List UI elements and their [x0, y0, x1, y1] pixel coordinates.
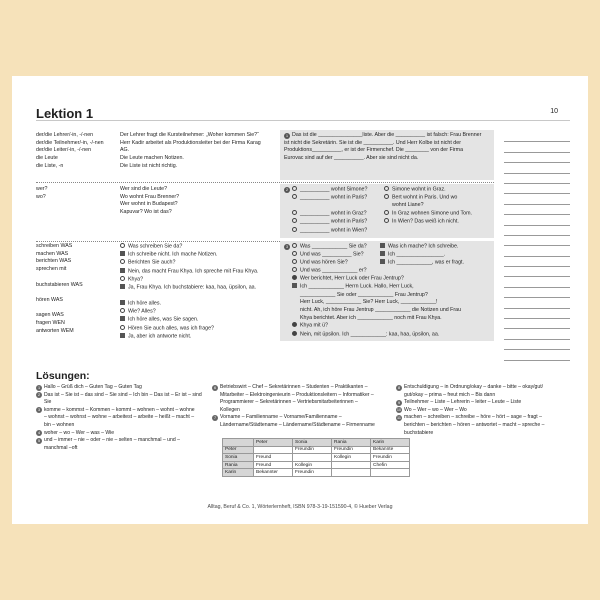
table-cell: Sonia — [293, 439, 332, 447]
table-row — [223, 454, 410, 462]
table-cell: Bekannte — [371, 446, 410, 454]
speaker-square-icon — [380, 243, 385, 248]
table-cell: Peter — [223, 446, 254, 454]
table-cell — [332, 469, 371, 477]
vocab-block-3 — [36, 243, 120, 339]
exercise-line: __________ wohnt in Paris? — [300, 218, 368, 225]
exercise-line: Khya mit ü? — [300, 322, 328, 329]
exercise-line: Eurovac sind auf der __________. Aber sie sind nicht da. — [284, 155, 419, 162]
example-line: Die Leute machen Notizen. — [120, 155, 184, 162]
writing-line[interactable] — [504, 340, 570, 350]
exercise-number-icon: 1 — [37, 385, 41, 390]
writing-line[interactable] — [504, 329, 570, 339]
speaker-square-icon — [120, 333, 125, 338]
vocab-item: berichten WAS — [36, 258, 72, 265]
writing-line[interactable] — [504, 298, 570, 308]
exercise-number-icon: 4 — [37, 431, 41, 436]
example-line: Wer sind die Leute? — [120, 186, 168, 192]
solution-line: Entschuldigung – in Ordnung/okay – danke – bitte – okay/gut/ — [404, 384, 544, 390]
solution-line: machen – schreiben – schreibe – höre – hört – sage – fragt – — [404, 414, 542, 421]
example-line: Ich höre alles, was Sie sagen. — [128, 316, 199, 323]
speaker-bullet-icon — [292, 243, 297, 248]
table-row — [223, 439, 410, 447]
exercise-line: Ich ________________. — [388, 251, 446, 258]
solutions-heading: Lösungen: — [36, 370, 90, 382]
vocab-item: wo? — [36, 193, 46, 200]
writing-line[interactable] — [504, 267, 570, 277]
example-line: Herr Kadir arbeitet als Produktionsleiter bei der Firma Karag — [120, 139, 261, 146]
speaker-square-icon — [292, 283, 297, 288]
example-line: Kapuvar? Wo ist das? — [120, 209, 172, 216]
writing-line[interactable] — [504, 246, 570, 256]
exercise-number-icon: 5 — [37, 438, 41, 443]
solution-line: Wo – Wer – wo – Wer – Wo — [404, 406, 467, 413]
exercise-line: Ich ____________, was er fragt. — [388, 259, 464, 266]
example-block-3 — [120, 243, 280, 339]
vocab-item: der/die Lehrer/-in, -/-nen — [36, 132, 94, 138]
table-cell — [293, 454, 332, 462]
writing-line[interactable] — [504, 319, 570, 329]
example-line: Was schreiben Sie da? — [128, 243, 183, 250]
exercise-block-2 — [280, 184, 494, 238]
vocab-item: antworten WEM — [36, 327, 74, 334]
speaker-square-icon — [120, 284, 125, 289]
table-cell: Freund — [254, 461, 293, 469]
exercise-line: Und was ____________ er? — [300, 267, 367, 274]
exercise-line: Simone wohnt in Graz. — [392, 186, 446, 193]
solutions-column-1 — [36, 384, 202, 452]
example-line: Hören Sie auch alles, was ich frage? — [128, 325, 214, 332]
solution-line: und – immer – nie – oder – nie – selten – manchmal – und – — [44, 437, 180, 444]
exercise-line: Khya berichtet. Aber ich ____________ noch mit Frau Khya. — [300, 314, 442, 321]
example-line: Ja, aber ich antworte nicht. — [128, 333, 192, 339]
speaker-bullet-icon — [292, 259, 297, 264]
speaker-bullet-icon — [120, 325, 125, 330]
speaker-bullet-icon — [292, 194, 297, 199]
vocab-item: hören WAS — [36, 296, 63, 303]
writing-line[interactable] — [504, 194, 570, 204]
page-title: Lektion 1 — [36, 106, 94, 121]
example-line: Die Liste ist nicht richtig. — [120, 162, 178, 169]
exercise-line: __________ wohnt in Paris? — [300, 194, 368, 201]
table-row — [223, 469, 410, 477]
exercise-line: Ich ____________ Herrn Luck. Hallo, Herr Luck, — [300, 283, 414, 290]
writing-lines — [504, 132, 570, 361]
vocab-item: sprechen mit — [36, 266, 67, 273]
speaker-bullet-icon — [292, 322, 297, 327]
vocab-item: der/die Leiter/-in, -/-nen — [36, 147, 92, 154]
table-cell: Bekannter — [254, 469, 293, 477]
table-cell: Sonia — [223, 454, 254, 462]
vocab-item: machen WAS — [36, 250, 69, 257]
example-line: Wer wohnt in Budapest? — [120, 201, 178, 208]
speaker-square-icon — [120, 316, 125, 321]
exercise-line: ist nicht die Sekretärin. Sie ist die __________. Und Herr Kolbe ist nicht der — [284, 139, 461, 146]
page-number: 10 — [550, 108, 558, 115]
vocab-item: sagen WAS — [36, 312, 64, 319]
exercise-line: Und was hören Sie? — [300, 259, 348, 266]
solution-line: Hallo – Grüß dich – Guten Tag – Guten Tag — [44, 384, 142, 390]
speaker-bullet-icon — [292, 210, 297, 215]
exercise-line: wohnt Liane? — [392, 202, 424, 209]
table-cell: Rania — [332, 439, 371, 447]
writing-line[interactable] — [504, 132, 570, 142]
writing-line[interactable] — [504, 215, 570, 225]
table-cell: Kollegin — [293, 461, 332, 469]
table-row — [223, 446, 410, 454]
exercise-line: ____________ Sie oder ____________ Frau Jentrup? — [300, 291, 428, 298]
solution-line: Kollegen — [220, 406, 240, 413]
table-row — [223, 461, 410, 469]
writing-line[interactable] — [504, 205, 570, 215]
exercise-line: __________ wohnt in Wien? — [300, 227, 368, 234]
solutions-column-2 — [212, 384, 375, 430]
example-line: Nein, das macht Frau Khya. Ich spreche mit Frau Khya. — [128, 268, 259, 275]
vocab-item: fragen WEN — [36, 320, 65, 327]
writing-line[interactable] — [504, 153, 570, 163]
example-line: Ich schreibe nicht. Ich mache Notizen. — [128, 251, 218, 258]
audio-track-icon: 3 — [286, 245, 288, 249]
speaker-bullet-icon — [292, 186, 297, 191]
speaker-bullet-icon — [120, 308, 125, 313]
vocab-item: wer? — [36, 186, 48, 192]
solution-line: gut/okay – prima – freut mich – Bis dann — [404, 391, 496, 398]
solution-line: berichten – berichten – hören – antwortet – macht – spreche – — [404, 421, 545, 428]
exercise-line: Wer berichtet, Herr Luck oder Frau Jentrup? — [300, 275, 404, 282]
table-cell: Freundin — [332, 446, 371, 454]
example-line: AG. — [120, 147, 130, 154]
table-cell: Kollegin — [332, 454, 371, 462]
writing-line[interactable] — [504, 184, 570, 194]
audio-track-icon: 1 — [286, 133, 288, 138]
table-cell — [332, 461, 371, 469]
vocab-item: der/die Teilnehmer/-in, -/-nen — [36, 139, 104, 146]
solution-line: buchstabiere — [404, 429, 434, 436]
exercise-number-icon: 11 — [397, 415, 401, 420]
writing-line[interactable] — [504, 236, 570, 246]
exercise-line: Bert wohnt in Paris. Und wo — [392, 194, 458, 201]
speaker-bullet-icon — [292, 227, 297, 232]
writing-line[interactable] — [504, 257, 570, 267]
speaker-bullet-icon — [292, 218, 297, 223]
exercise-line: Produktions__________, er ist der Firmenchef. Die ________ von der Firma — [284, 147, 464, 154]
speaker-bullet-icon — [120, 276, 125, 281]
table-cell — [223, 439, 254, 447]
solution-line: manchmal –oft — [44, 444, 78, 451]
example-block-1 — [120, 132, 280, 178]
exercise-number-icon: 8 — [397, 385, 401, 390]
writing-line[interactable] — [504, 288, 570, 298]
speaker-square-icon — [120, 300, 125, 305]
writing-line[interactable] — [504, 277, 570, 287]
section-divider — [36, 182, 494, 183]
speaker-bullet-icon — [292, 267, 297, 272]
writing-line[interactable] — [504, 142, 570, 152]
example-line: Der Lehrer fragt die Kursteilnehmer: „Woher kommen Sie?“ — [120, 132, 259, 138]
writing-line[interactable] — [504, 309, 570, 319]
exercise-number-icon: 3 — [37, 408, 41, 413]
example-line: Berichten Sie auch? — [128, 259, 176, 266]
solutions-column-3 — [396, 384, 544, 437]
vocab-block-1 — [36, 132, 120, 178]
vocab-item: buchstabieren WAS — [36, 281, 83, 288]
speaker-bullet-icon — [120, 259, 125, 264]
vocab-item: schreiben WAS — [36, 243, 73, 249]
table-cell: Peter — [254, 439, 293, 447]
solution-line: – wohnst – wohnst – wohne – arbeitest – arbeite – heißt – macht – — [44, 414, 195, 421]
vocab-block-2 — [36, 186, 120, 236]
writing-line[interactable] — [504, 226, 570, 236]
vocab-item: die Leute — [36, 155, 58, 162]
table-cell: Karin — [371, 439, 410, 447]
table-cell — [371, 469, 410, 477]
exercise-number-icon: 7 — [213, 415, 217, 420]
speaker-bullet-icon — [384, 186, 389, 191]
audio-track-icon: 2 — [286, 188, 288, 192]
table-cell: Freundin — [293, 446, 332, 454]
table-cell: Rania — [223, 461, 254, 469]
solution-line: Ländername/Städtename – Ländername/Städtename – Firmenname — [220, 421, 375, 428]
writing-line[interactable] — [504, 174, 570, 184]
exercise-number-icon: 9 — [397, 400, 401, 405]
solution-line: Betriebswirt – Chef – Sekretärinnen – Studenten – Praktikanten – — [220, 384, 368, 390]
speaker-bullet-icon — [384, 218, 389, 223]
speaker-square-icon — [120, 268, 125, 273]
speaker-bullet-icon — [120, 243, 125, 248]
solution-line: Teilnehmer – Liste – Lehrerin – leiter – Leute – Liste — [404, 399, 522, 406]
exercise-line: Das ist die _______________liste. Aber die __________ ist falsch: Frau Brenner — [292, 132, 482, 138]
table-cell: Chefin — [371, 461, 410, 469]
speaker-square-icon — [380, 259, 385, 264]
vocab-item: die Liste, -n — [36, 162, 64, 169]
exercise-line: Und was __________ Sie? — [300, 251, 364, 258]
worksheet-page — [12, 76, 588, 524]
speaker-square-icon — [380, 251, 385, 256]
solution-line: komme – kommst – Kommen – kommt – wohnen – wohnt – wohne — [44, 406, 195, 413]
writing-line[interactable] — [504, 350, 570, 360]
exercise-number-icon: 2 — [37, 393, 41, 398]
table-cell: Karin — [223, 469, 254, 477]
solution-line: Vorname – Familienname – Vorname/Familienname – — [220, 414, 342, 421]
exercise-line: Was ____________ Sie da? — [300, 243, 367, 250]
speaker-bullet-icon — [292, 275, 297, 280]
solution-line: Mitarbeiter – Elektroingenieurin – Produktionsleitern – Informatiker – — [220, 391, 374, 398]
exercise-block-1 — [280, 130, 494, 180]
exercise-line: nicht. Ah, ich höre Frau Jentrup ____________ die Notizen und Frau — [300, 307, 462, 314]
writing-line[interactable] — [504, 163, 570, 173]
exercise-line: In Graz wohnen Simone und Tom. — [392, 210, 472, 217]
solution-line: Programmierer – Sekretärinnen – Vertriebsmitarbeiterinnen – — [220, 399, 358, 406]
example-line: Wie? Alles? — [128, 308, 156, 315]
speaker-square-icon — [120, 251, 125, 256]
solution-line: Das ist – Sie ist – das sind – Sie sind – Ich bin – Das ist – Er ist – sind — [44, 391, 202, 398]
exercise-line: Nein, mit üpsilon. Ich ____________: kaa, haa, üpsilon, aa. — [300, 331, 440, 338]
header-divider — [36, 120, 570, 121]
relationship-table — [222, 438, 410, 477]
exercise-line: Was ich mache? Ich schreibe. — [388, 243, 459, 250]
speaker-bullet-icon — [292, 251, 297, 256]
example-line: Ja, Frau Khya. Ich buchstabiere: kaa, haa, üpsilon, aa. — [128, 284, 257, 291]
footer-credit: Alltag, Beruf & Co. 1, Wörterlernheft, ISBN 978-3-19-151590-4, © Hueber Verlag — [207, 504, 393, 510]
speaker-bullet-icon — [292, 331, 297, 336]
solution-line: Sie — [44, 399, 52, 406]
solution-line: woher – wo – Wer – was – Wie — [44, 429, 115, 436]
exercise-block-3 — [280, 241, 494, 341]
table-cell: Freund — [254, 454, 293, 462]
exercise-line: __________ wohnt Simone? — [300, 186, 368, 193]
table-cell: Freundin — [371, 454, 410, 462]
example-block-2 — [120, 186, 280, 236]
example-line: Khya? — [128, 276, 144, 283]
example-line: Wo wohnt Frau Brenner? — [120, 193, 180, 200]
table-cell: Freundin — [293, 469, 332, 477]
exercise-line: In Wien? Das weiß ich nicht. — [392, 218, 459, 225]
table-cell — [254, 446, 293, 454]
exercise-number-icon: 6 — [213, 385, 217, 390]
solution-line: bin – wohnen — [44, 421, 75, 428]
exercise-line: Herr Luck, ____________ Sie? Herr Luck, ____________! — [300, 299, 438, 306]
exercise-number-icon: 10 — [396, 408, 402, 413]
speaker-bullet-icon — [384, 210, 389, 215]
example-line: Ich höre alles. — [128, 300, 161, 307]
exercise-line: __________ wohnt in Graz? — [300, 210, 367, 217]
speaker-bullet-icon — [384, 194, 389, 199]
